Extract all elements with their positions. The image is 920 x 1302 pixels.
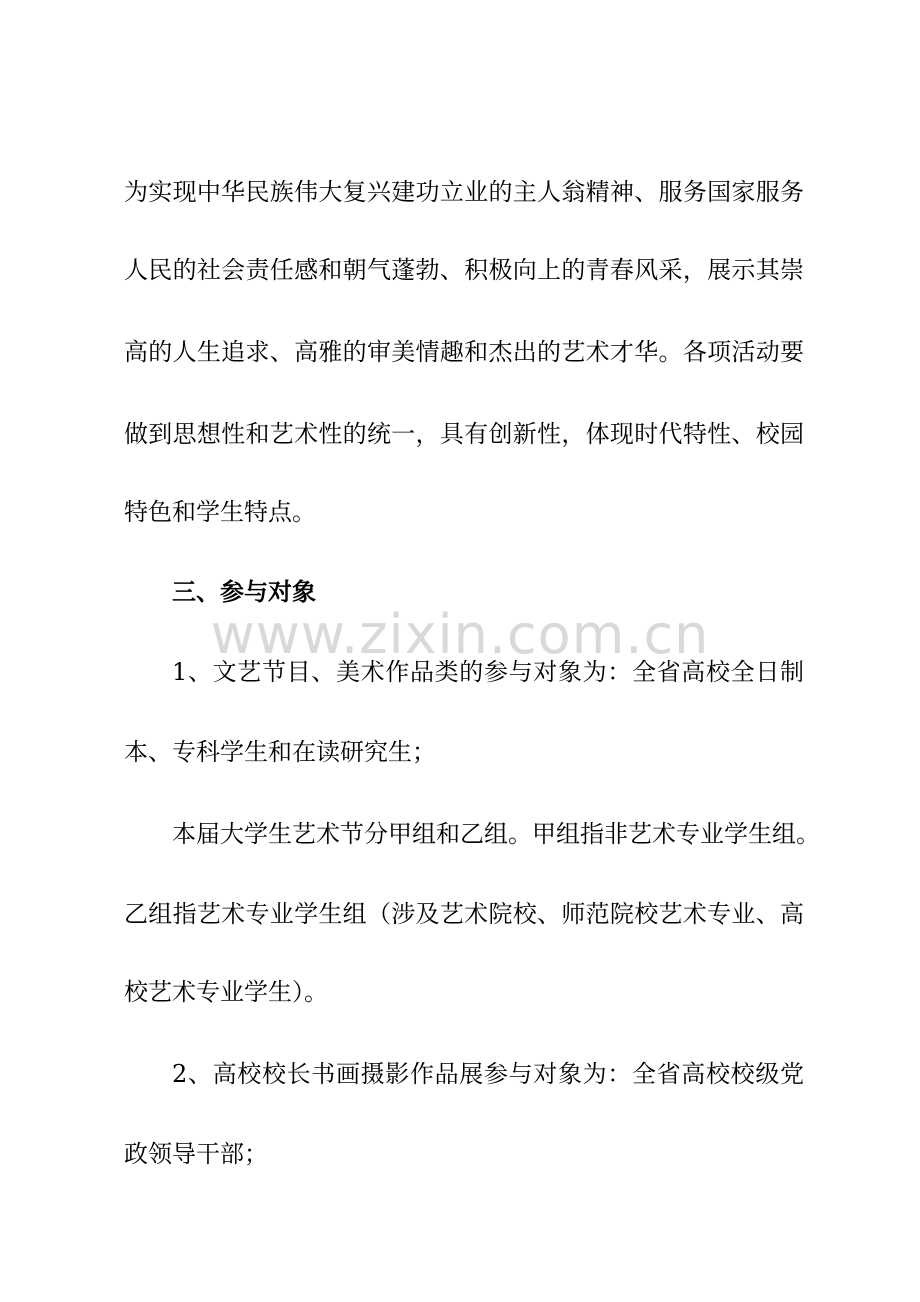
item-1-line-1: 1、文艺节目、美术作品类的参与对象为：全省高校全日制: [172, 658, 804, 686]
groups-paragraph-line-1: 本届大学生艺术节分甲组和乙组。甲组指非艺术专业学生组。: [172, 820, 820, 848]
paragraph-1-line-5: 特色和学生特点。: [124, 498, 316, 526]
item-2-line-2: 政领导干部；: [124, 1140, 268, 1168]
paragraph-1-line-3: 高的人生追求、高雅的审美情趣和杰出的艺术才华。各项活动要: [124, 338, 804, 366]
item-2-line-1: 2、高校校长书画摄影作品展参与对象为：全省高校校级党: [172, 1060, 804, 1088]
item-1-line-2: 本、专科学生和在读研究生；: [124, 738, 436, 766]
paragraph-1-line-1: 为实现中华民族伟大复兴建功立业的主人翁精神、服务国家服务: [124, 178, 804, 206]
paragraph-1-line-2: 人民的社会责任感和朝气蓬勃、积极向上的青春风采，展示其崇: [124, 256, 804, 284]
watermark-text: www.zixin.com.cn: [210, 603, 710, 666]
paragraph-1-line-4: 做到思想性和艺术性的统一，具有创新性，体现时代特性、校园: [124, 420, 804, 448]
section-heading: 三、参与对象: [172, 577, 316, 606]
groups-paragraph-line-3: 校艺术专业学生）。: [124, 978, 328, 1006]
groups-paragraph-line-2: 乙组指艺术专业学生组（涉及艺术院校、师范院校艺术专业、高: [124, 900, 804, 928]
